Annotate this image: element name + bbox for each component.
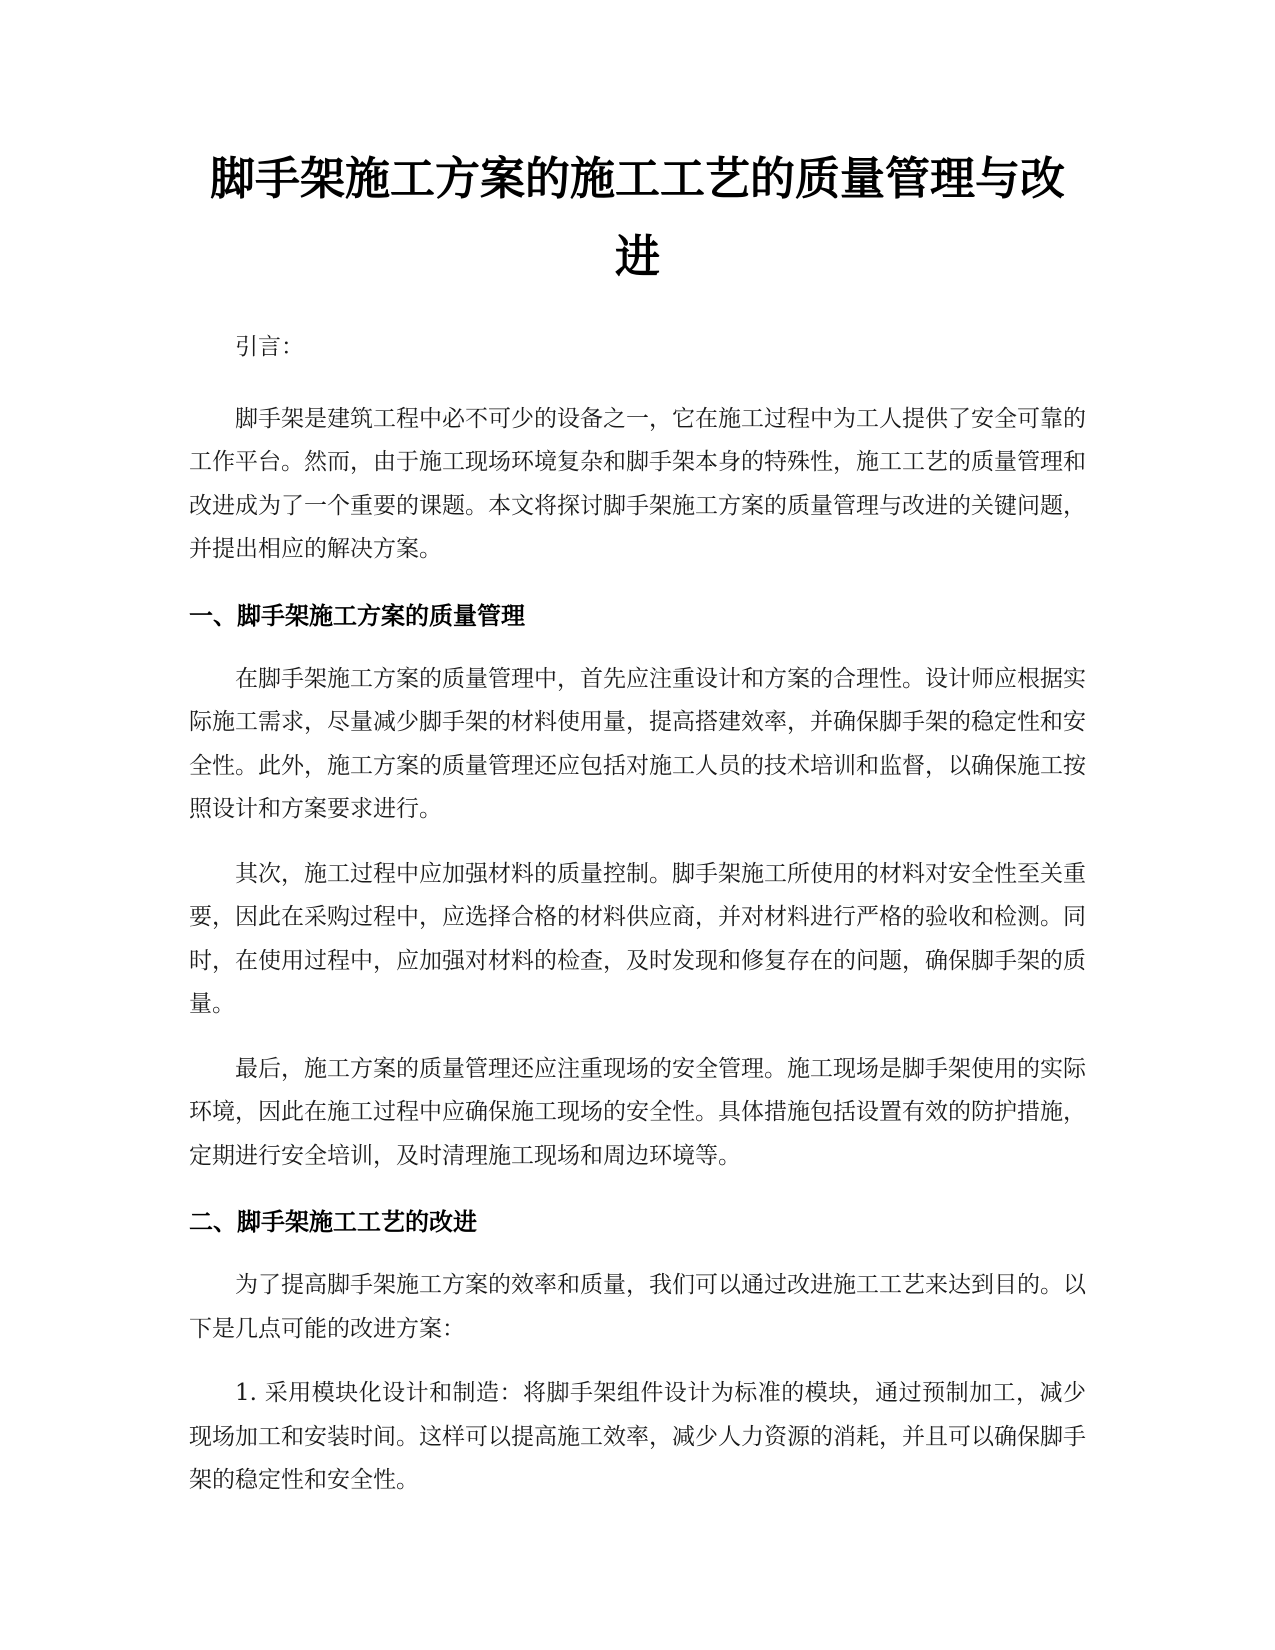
intro-label: 引言： [235, 334, 304, 360]
section-heading-process-improvement: 二、脚手架施工工艺的改进 [189, 1208, 477, 1236]
section-2-paragraph-1: 为了提高脚手架施工方案的效率和质量，我们可以通过改进施工工艺来达到目的。以下是几点可能的改进方案： [189, 1272, 1086, 1342]
section-2-list-item-1: 1. 采用模块化设计和制造：将脚手架组件设计为标准的模块，通过预制加工，减少现场加工和安装时间。这样可以提高施工效率，减少人力资源的消耗，并且可以确保脚手架的稳定性和安全性。 [189, 1380, 1086, 1493]
section-heading-quality-management: 一、脚手架施工方案的质量管理 [189, 601, 525, 630]
document-title: 脚手架施工方案的施工工艺的质量管理与改进 [209, 152, 1065, 283]
section-1-paragraph-1: 在脚手架施工方案的质量管理中，首先应注重设计和方案的合理性。设计师应根据实际施工需求，尽量减少脚手架的材料使用量，提高搭建效率，并确保脚手架的稳定性和安全性。此外，施工方案的质量管理还应包括对施工人员的技术培训和监督，以确保施工按照设计和方案要求进行。 [189, 665, 1086, 822]
document-body [189, 140, 1086, 1524]
intro-paragraph: 脚手架是建筑工程中必不可少的设备之一，它在施工过程中为工人提供了安全可靠的工作平台。然而，由于施工现场环境复杂和脚手架本身的特殊性，施工工艺的质量管理和改进成为了一个重要的课题。本文将探讨脚手架施工方案的质量管理与改进的关键问题，并提出相应的解决方案。 [189, 405, 1086, 562]
section-1-paragraph-2: 其次，施工过程中应加强材料的质量控制。脚手架施工所使用的材料对安全性至关重要，因此在采购过程中，应选择合格的材料供应商，并对材料进行严格的验收和检测。同时，在使用过程中，应加强对材料的检查，及时发现和修复存在的问题，确保脚手架的质量。 [189, 860, 1086, 1017]
section-1-paragraph-3: 最后，施工方案的质量管理还应注重现场的安全管理。施工现场是脚手架使用的实际环境，因此在施工过程中应确保施工现场的安全性。具体措施包括设置有效的防护措施，定期进行安全培训，及时清理施工现场和周边环境等。 [189, 1055, 1086, 1169]
